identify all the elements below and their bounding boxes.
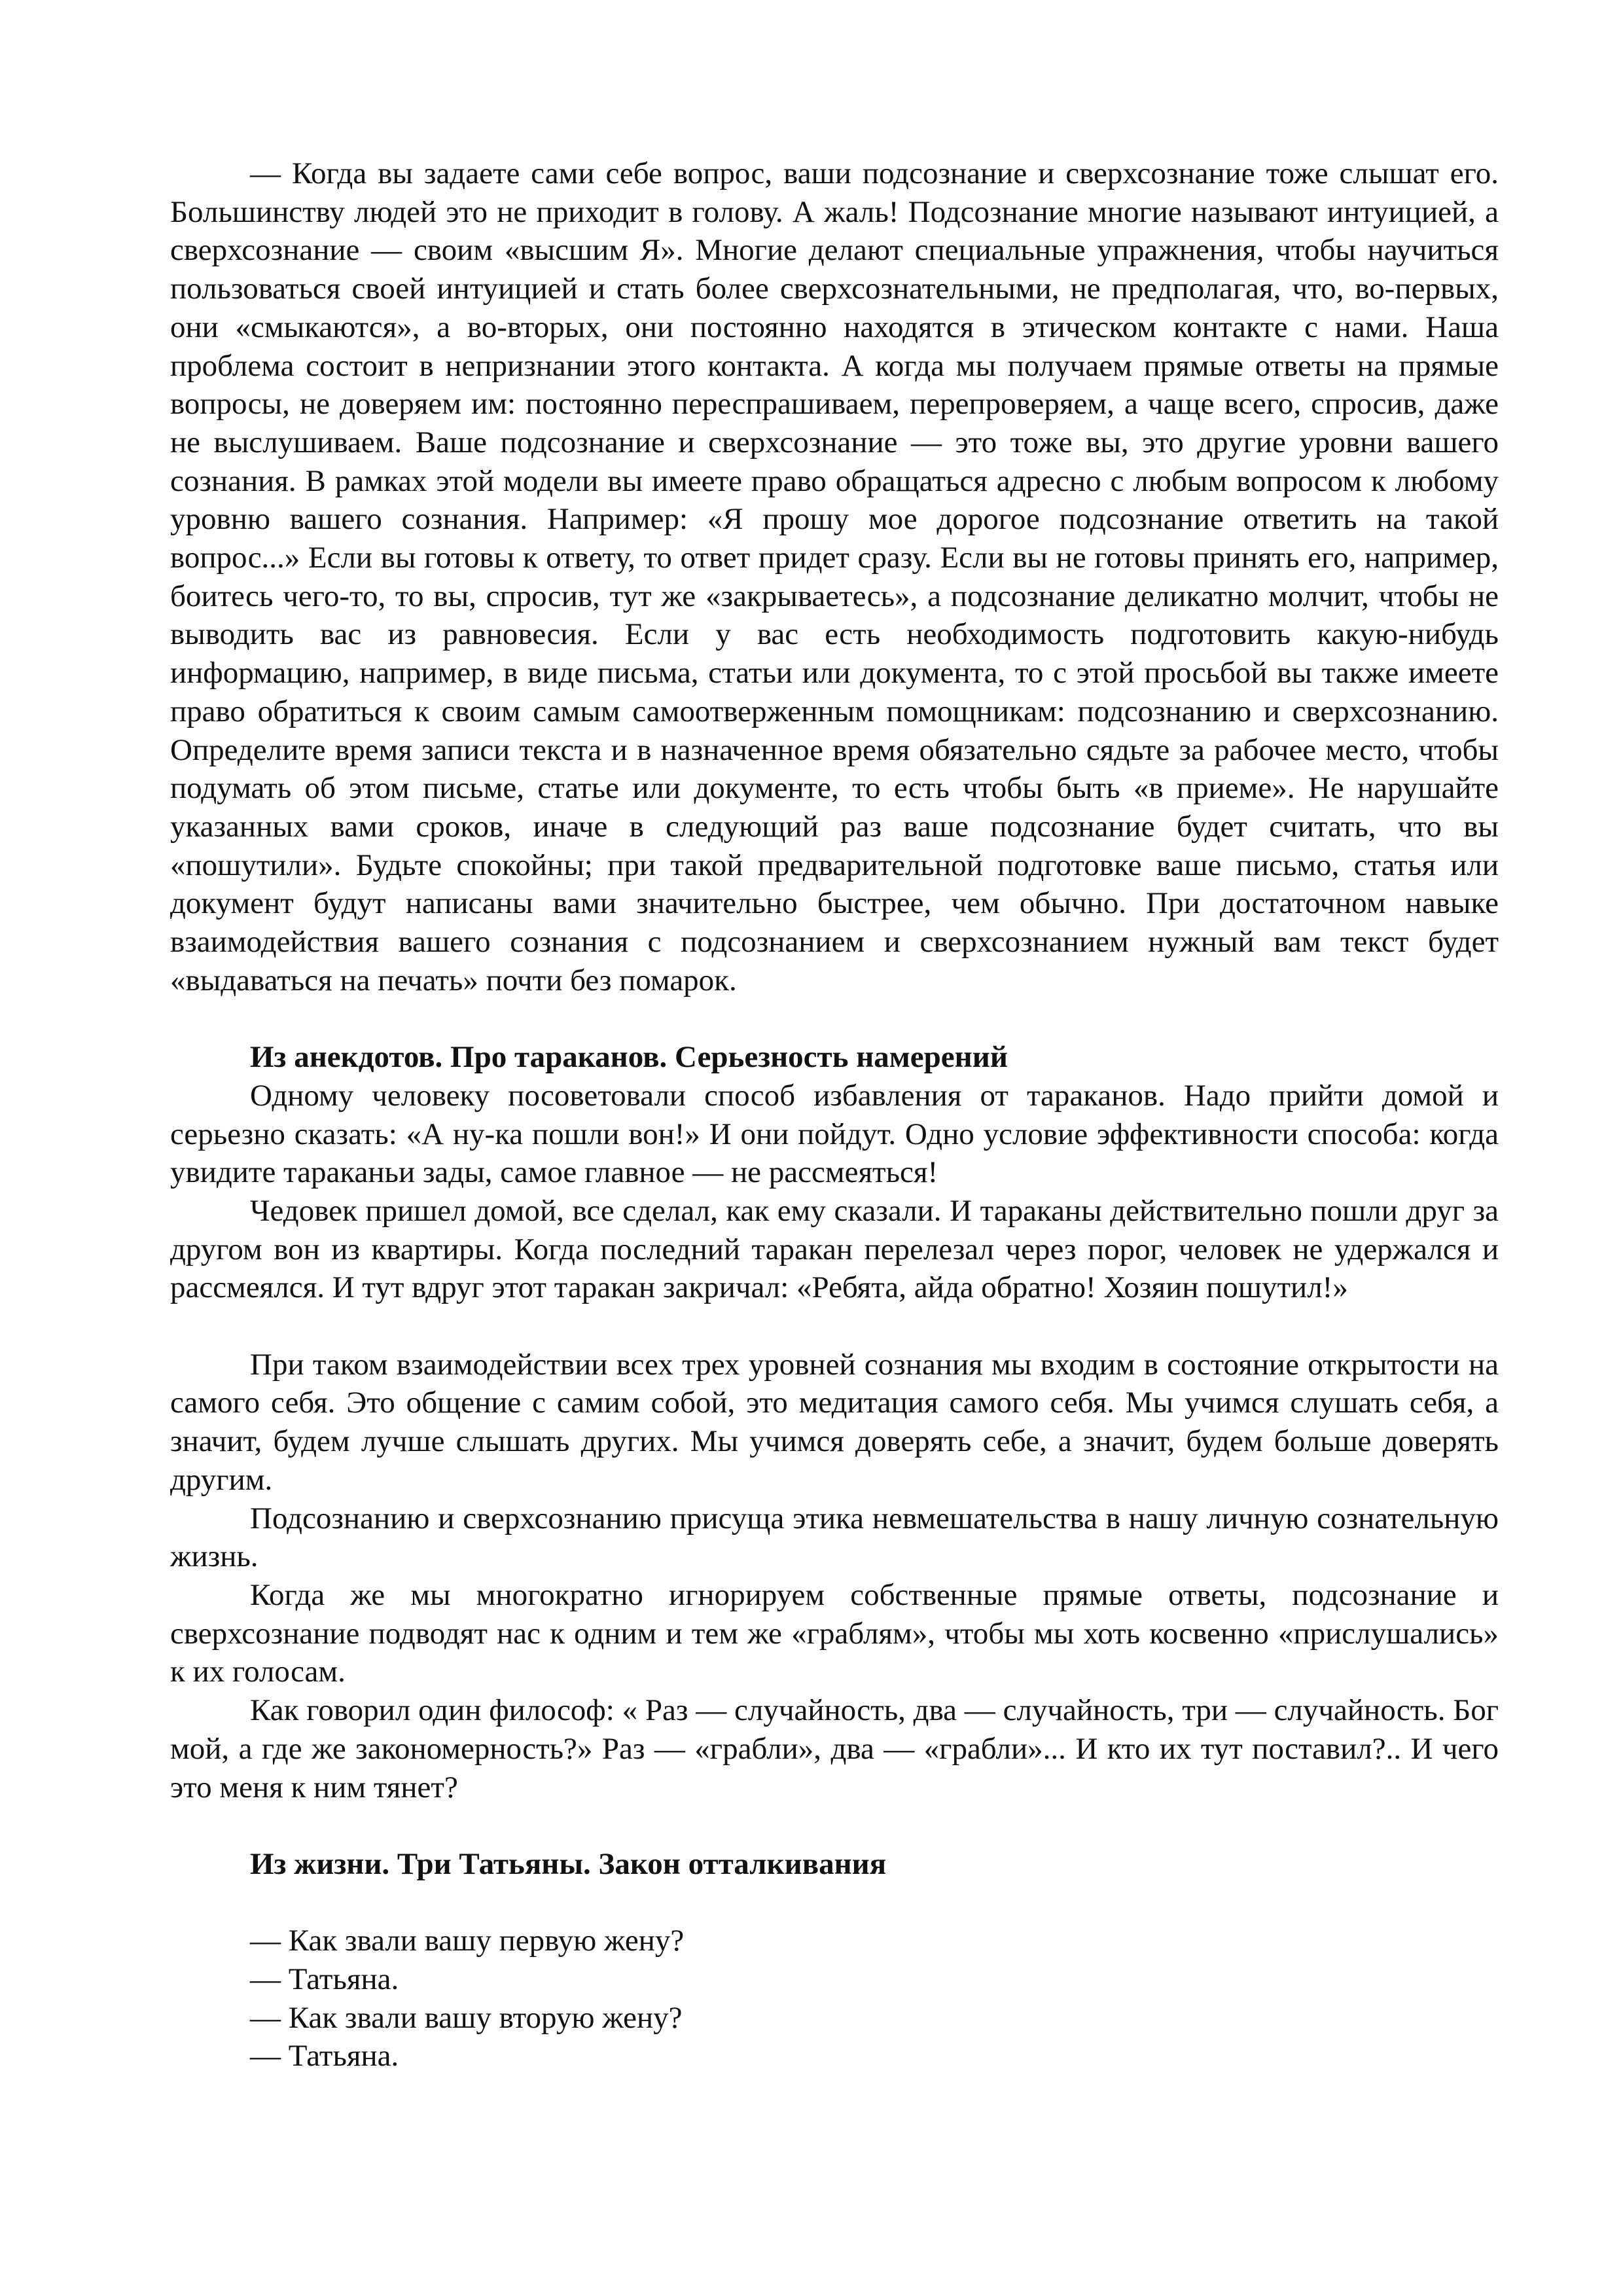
section-spacer <box>170 1307 1499 1346</box>
dialogue-line: — Татьяна. <box>250 2039 399 2073</box>
anecdote-paragraph-1: Одному человеку посоветовали способ избавления от тараканов. Надо прийти домой и серьезно сказать: «А ну-ка пошли вон!» И они пойдут. Одно условие эффективности способа: когда увидите тараканьи зады, самое главное — не рассмеяться! <box>170 1078 1499 1190</box>
section-spacer <box>170 1806 1499 1845</box>
section-spacer <box>170 1884 1499 1922</box>
dialogue-line: — Как звали вашу вторую жену? <box>250 2000 683 2035</box>
dialogue-line: — Татьяна. <box>250 1962 399 1996</box>
section-spacer <box>170 999 1499 1038</box>
life-story-heading: Из жизни. Три Татьяны. Закон отталкивания <box>250 1846 887 1881</box>
dialogue-line: — Как звали вашу первую жену? <box>250 1924 685 1958</box>
anecdote-paragraph-2: Чедовек пришел домой, все сделал, как ему сказали. И тараканы действительно пошли друг за другом вон из квартиры. Когда последний таракан перелезал через порог, человек не удержался и рассмеялся. И тут вдруг этот таракан закричал: «Ребята, айда обратно! Хозяин пошутил!» <box>170 1193 1499 1305</box>
paragraph-subconscious-dialogue: — Когда вы задаете сами себе вопрос, ваши подсознание и сверхсознание тоже слышат его. Большинству людей это не приходит в голову. А жаль! Подсознание многие называют интуицией, а сверхсознание — своим «высшим Я». Многие делают специальные упражнения, чтобы научиться пользоваться своей интуицией и стать более сверхсознательными, не предполагая, что, во-первых, они «смыкаются», а во-вторых, они постоянно находятся в этическом контакте с нами. Наша проблема состоит в непризнании этого контакта. А когда мы получаем прямые ответы на прямые вопросы, не доверяем им: постоянно переспрашиваем, перепроверяем, а чаще всего, спросив, даже не выслушиваем. Ваше подсознание и сверхсознание — это тоже вы, это другие уровни вашего сознания. В рамках этой модели вы имеете право обращаться адресно с любым вопросом к любому уровню вашего сознания. Например: «Я прошу мое дорогое подсознание ответить на такой вопрос...» Если вы готовы к ответу, то ответ придет сразу. Если вы не готовы принять его, например, боитесь чего-то, то вы, спросив, тут же «закрываетесь», а подсознание деликатно молчит, чтобы не выводить вас из равновесия. Если у вас есть необходимость подготовить какую-нибудь информацию, например, в виде письма, статьи или документа, то с этой просьбой вы также имеете право обратиться к своим самым самоотверженным помощникам: подсознанию и сверхсознанию. Определите время записи текста и в назначенное время обязательно сядьте за рабочее место, чтобы подумать об этом письме, статье или документе, то есть чтобы быть «в приеме». Не нарушайте указанных вами сроков, иначе в следующий раз ваше подсознание будет считать, что вы «пошутили». Будьте спокойны; при такой предварительной подготовке ваше письмо, статья или документ будут написаны вами значительно быстрее, чем обычно. При достаточном навыке взаимодействия вашего сознания с подсознанием и сверхсознанием нужный вам текст будет «выдаваться на печать» почти без помарок. <box>170 156 1499 997</box>
document-content <box>170 154 1499 2075</box>
paragraph-three-levels: При таком взаимодействии всех трех уровней сознания мы входим в состояние открытости на самого себя. Это общение с самим собой, это медитация самого себя. Мы учимся слушать себя, а значит, будем лучше слышать других. Мы учимся доверять себе, а значит, будем больше доверять другим. <box>170 1347 1499 1497</box>
anecdote-heading: Из анекдотов. Про тараканов. Серьезность намерений <box>250 1040 1008 1075</box>
paragraph-philosopher: Как говорил один философ: « Раз — случайность, два — случайность, три — случайность. Бог мой, а где же закономерность?» Раз — «грабли», два — «грабли»... И кто их тут поставил?.. И чего это меня к ним тянет? <box>170 1693 1499 1804</box>
paragraph-rakes: Когда же мы многократно игнорируем собственные прямые ответы, подсознание и сверхсознание подводят нас к одним и тем же «граблям», чтобы мы хоть косвенно «прислушались» к их голосам. <box>170 1577 1499 1689</box>
paragraph-ethics: Подсознанию и сверхсознанию присуща этика невмешательства в нашу личную сознательную жизнь. <box>170 1501 1499 1574</box>
